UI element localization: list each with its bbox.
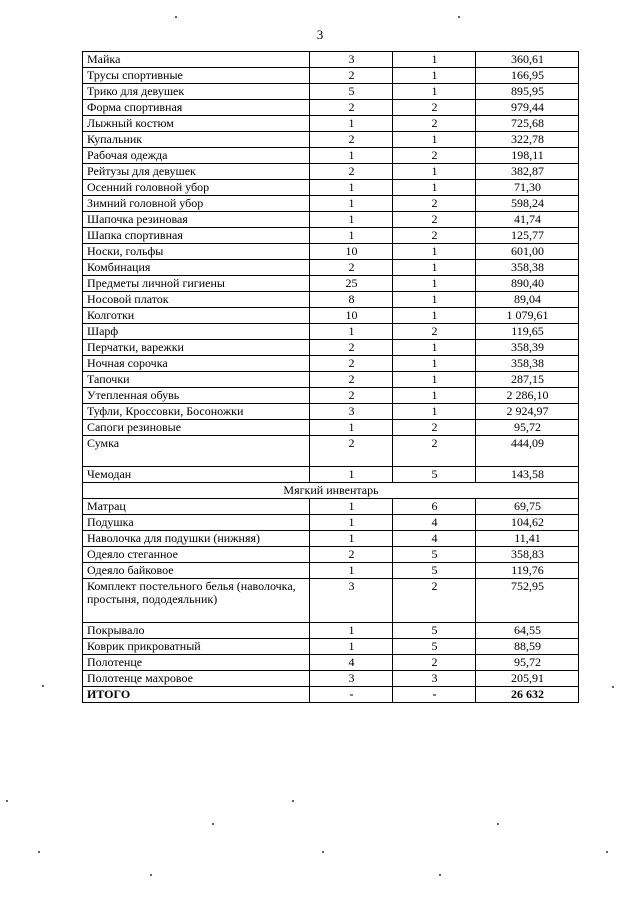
item-years: 2: [393, 324, 476, 340]
item-quantity: 1: [310, 148, 393, 164]
item-amount: 11,41: [476, 531, 579, 547]
item-amount: 41,74: [476, 212, 579, 228]
item-years: 2: [393, 148, 476, 164]
item-name: Сапоги резиновые: [83, 420, 310, 436]
item-name: Предметы личной гигиены: [83, 276, 310, 292]
item-years: 6: [393, 499, 476, 515]
item-quantity: 1: [310, 228, 393, 244]
item-quantity: 2: [310, 436, 393, 467]
scan-speck: [292, 800, 294, 802]
item-quantity: 2: [310, 260, 393, 276]
item-name: Осенний головной убор: [83, 180, 310, 196]
item-amount: 382,87: [476, 164, 579, 180]
item-name: Полотенце махровое: [83, 671, 310, 687]
item-quantity: 2: [310, 388, 393, 404]
item-quantity: 1: [310, 467, 393, 483]
item-years: 2: [393, 579, 476, 623]
item-name: Трусы спортивные: [83, 68, 310, 84]
scan-speck: [322, 851, 324, 853]
section-title: Мягкий инвентарь: [83, 483, 579, 499]
item-name: Шапка спортивная: [83, 228, 310, 244]
item-amount: 358,39: [476, 340, 579, 356]
table-row: [83, 116, 579, 132]
item-quantity: 1: [310, 212, 393, 228]
item-quantity: 10: [310, 308, 393, 324]
item-name: Одеяло стеганное: [83, 547, 310, 563]
scan-speck: [458, 16, 460, 18]
table-row: [83, 244, 579, 260]
item-amount: 198,11: [476, 148, 579, 164]
scan-speck: [612, 686, 614, 688]
page-number: 3: [316, 27, 324, 42]
scan-speck: [175, 16, 177, 18]
item-quantity: 2: [310, 164, 393, 180]
item-quantity: 3: [310, 579, 393, 623]
item-quantity: 2: [310, 100, 393, 116]
item-years: 1: [393, 388, 476, 404]
item-amount: 1 079,61: [476, 308, 579, 324]
item-quantity: -: [310, 687, 393, 703]
item-name: Рейтузы для девушек: [83, 164, 310, 180]
item-quantity: 25: [310, 276, 393, 292]
item-amount: 125,77: [476, 228, 579, 244]
item-years: 1: [393, 68, 476, 84]
item-quantity: 1: [310, 116, 393, 132]
inventory-table: [82, 51, 579, 703]
table-row: [83, 100, 579, 116]
item-years: 1: [393, 276, 476, 292]
scan-speck: [42, 685, 44, 687]
table-row: [83, 404, 579, 420]
item-years: 5: [393, 623, 476, 639]
item-name: Подушка: [83, 515, 310, 531]
item-quantity: 1: [310, 499, 393, 515]
item-quantity: 2: [310, 372, 393, 388]
item-amount: 104,62: [476, 515, 579, 531]
table-row: [83, 212, 579, 228]
item-name: Одеяло байковое: [83, 563, 310, 579]
item-amount: 752,95: [476, 579, 579, 623]
table-row: [83, 420, 579, 436]
item-amount: 26 632: [476, 687, 579, 703]
item-years: 2: [393, 655, 476, 671]
table-row: [83, 579, 579, 623]
item-name: Лыжный костюм: [83, 116, 310, 132]
item-name: Утепленная обувь: [83, 388, 310, 404]
item-quantity: 2: [310, 68, 393, 84]
item-name: Колготки: [83, 308, 310, 324]
table-row: [83, 467, 579, 483]
item-quantity: 1: [310, 420, 393, 436]
item-quantity: 1: [310, 196, 393, 212]
item-name: Тапочки: [83, 372, 310, 388]
table-row: [83, 68, 579, 84]
item-quantity: 2: [310, 547, 393, 563]
item-amount: 2 924,97: [476, 404, 579, 420]
item-years: 2: [393, 116, 476, 132]
item-years: 2: [393, 196, 476, 212]
table-row: [83, 180, 579, 196]
item-years: 2: [393, 228, 476, 244]
table-row: [83, 671, 579, 687]
table-row: [83, 687, 579, 703]
item-name: Перчатки, варежки: [83, 340, 310, 356]
item-name: Трико для девушек: [83, 84, 310, 100]
table-row: [83, 292, 579, 308]
item-years: -: [393, 687, 476, 703]
table-row: [83, 639, 579, 655]
item-amount: 205,91: [476, 671, 579, 687]
item-years: 1: [393, 52, 476, 68]
item-years: 2: [393, 420, 476, 436]
table-row: [83, 372, 579, 388]
scan-speck: [38, 851, 40, 853]
item-quantity: 2: [310, 356, 393, 372]
table-row: [83, 324, 579, 340]
item-name: Рабочая одежда: [83, 148, 310, 164]
item-years: 2: [393, 436, 476, 467]
item-years: 1: [393, 404, 476, 420]
table-row: [83, 148, 579, 164]
table-row: [83, 164, 579, 180]
scan-speck: [497, 823, 499, 825]
table-row: [83, 228, 579, 244]
table-row: [83, 531, 579, 547]
item-amount: 287,15: [476, 372, 579, 388]
item-name: Туфли, Кроссовки, Босоножки: [83, 404, 310, 420]
item-years: 1: [393, 84, 476, 100]
item-name: Ночная сорочка: [83, 356, 310, 372]
item-years: 4: [393, 515, 476, 531]
item-years: 1: [393, 372, 476, 388]
table-row: [83, 547, 579, 563]
item-quantity: 8: [310, 292, 393, 308]
item-years: 1: [393, 340, 476, 356]
table-row: [83, 499, 579, 515]
table-row: [83, 84, 579, 100]
item-name: Шапочка резиновая: [83, 212, 310, 228]
item-years: 2: [393, 212, 476, 228]
item-name: Носовой платок: [83, 292, 310, 308]
item-quantity: 4: [310, 655, 393, 671]
scan-speck: [606, 851, 608, 853]
table-row: [83, 356, 579, 372]
table-row: [83, 655, 579, 671]
item-amount: 895,95: [476, 84, 579, 100]
table-row: [83, 276, 579, 292]
item-years: 1: [393, 164, 476, 180]
item-quantity: 1: [310, 515, 393, 531]
item-years: 5: [393, 467, 476, 483]
item-amount: 890,40: [476, 276, 579, 292]
item-name: Майка: [83, 52, 310, 68]
item-name: Шарф: [83, 324, 310, 340]
item-amount: 598,24: [476, 196, 579, 212]
item-quantity: 1: [310, 180, 393, 196]
item-quantity: 3: [310, 52, 393, 68]
table-row: [83, 52, 579, 68]
item-years: 3: [393, 671, 476, 687]
item-quantity: 3: [310, 671, 393, 687]
item-amount: 64,55: [476, 623, 579, 639]
scan-speck: [150, 874, 152, 876]
item-name: Зимний головной убор: [83, 196, 310, 212]
item-amount: 358,38: [476, 356, 579, 372]
item-amount: 322,78: [476, 132, 579, 148]
item-name: Чемодан: [83, 467, 310, 483]
item-name: ИТОГО: [83, 687, 310, 703]
item-amount: 358,83: [476, 547, 579, 563]
item-name: Комплект постельного белья (наволочка, простыня, пододеяльник): [83, 579, 310, 623]
table-row: [83, 340, 579, 356]
item-years: 2: [393, 100, 476, 116]
item-amount: 444,09: [476, 436, 579, 467]
item-name: Форма спортивная: [83, 100, 310, 116]
item-quantity: 1: [310, 531, 393, 547]
item-amount: 69,75: [476, 499, 579, 515]
item-name: Покрывало: [83, 623, 310, 639]
item-years: 1: [393, 292, 476, 308]
item-amount: 979,44: [476, 100, 579, 116]
item-amount: 119,76: [476, 563, 579, 579]
item-quantity: 1: [310, 639, 393, 655]
table-row: [83, 515, 579, 531]
item-years: 5: [393, 639, 476, 655]
item-amount: 2 286,10: [476, 388, 579, 404]
scan-speck: [439, 874, 441, 876]
item-name: Сумка: [83, 436, 310, 467]
item-name: Полотенце: [83, 655, 310, 671]
item-quantity: 3: [310, 404, 393, 420]
item-amount: 89,04: [476, 292, 579, 308]
item-years: 1: [393, 180, 476, 196]
item-amount: 358,38: [476, 260, 579, 276]
item-amount: 95,72: [476, 420, 579, 436]
inventory-table-body: [83, 52, 579, 703]
item-name: Купальник: [83, 132, 310, 148]
item-name: Коврик прикроватный: [83, 639, 310, 655]
table-row: [83, 196, 579, 212]
table-row: [83, 388, 579, 404]
item-years: 1: [393, 260, 476, 276]
scan-speck: [6, 800, 8, 802]
item-amount: 725,68: [476, 116, 579, 132]
item-amount: 71,30: [476, 180, 579, 196]
item-years: 1: [393, 308, 476, 324]
table-row: [83, 132, 579, 148]
table-row: [83, 563, 579, 579]
item-years: 1: [393, 132, 476, 148]
item-amount: 601,00: [476, 244, 579, 260]
table-row: [83, 308, 579, 324]
item-quantity: 2: [310, 132, 393, 148]
table-row: [83, 436, 579, 467]
item-amount: 88,59: [476, 639, 579, 655]
item-amount: 360,61: [476, 52, 579, 68]
table-row: [83, 260, 579, 276]
item-years: 5: [393, 547, 476, 563]
item-years: 1: [393, 356, 476, 372]
item-quantity: 1: [310, 563, 393, 579]
item-name: Наволочка для подушки (нижняя): [83, 531, 310, 547]
item-name: Носки, гольфы: [83, 244, 310, 260]
item-quantity: 1: [310, 623, 393, 639]
item-amount: 166,95: [476, 68, 579, 84]
item-amount: 143,58: [476, 467, 579, 483]
item-years: 4: [393, 531, 476, 547]
item-name: Матрац: [83, 499, 310, 515]
item-years: 5: [393, 563, 476, 579]
item-quantity: 5: [310, 84, 393, 100]
item-quantity: 10: [310, 244, 393, 260]
item-amount: 95,72: [476, 655, 579, 671]
item-name: Комбинация: [83, 260, 310, 276]
item-quantity: 2: [310, 340, 393, 356]
table-row: [83, 623, 579, 639]
section-header-row: [83, 483, 579, 499]
item-amount: 119,65: [476, 324, 579, 340]
scan-speck: [212, 823, 214, 825]
item-years: 1: [393, 244, 476, 260]
item-quantity: 1: [310, 324, 393, 340]
